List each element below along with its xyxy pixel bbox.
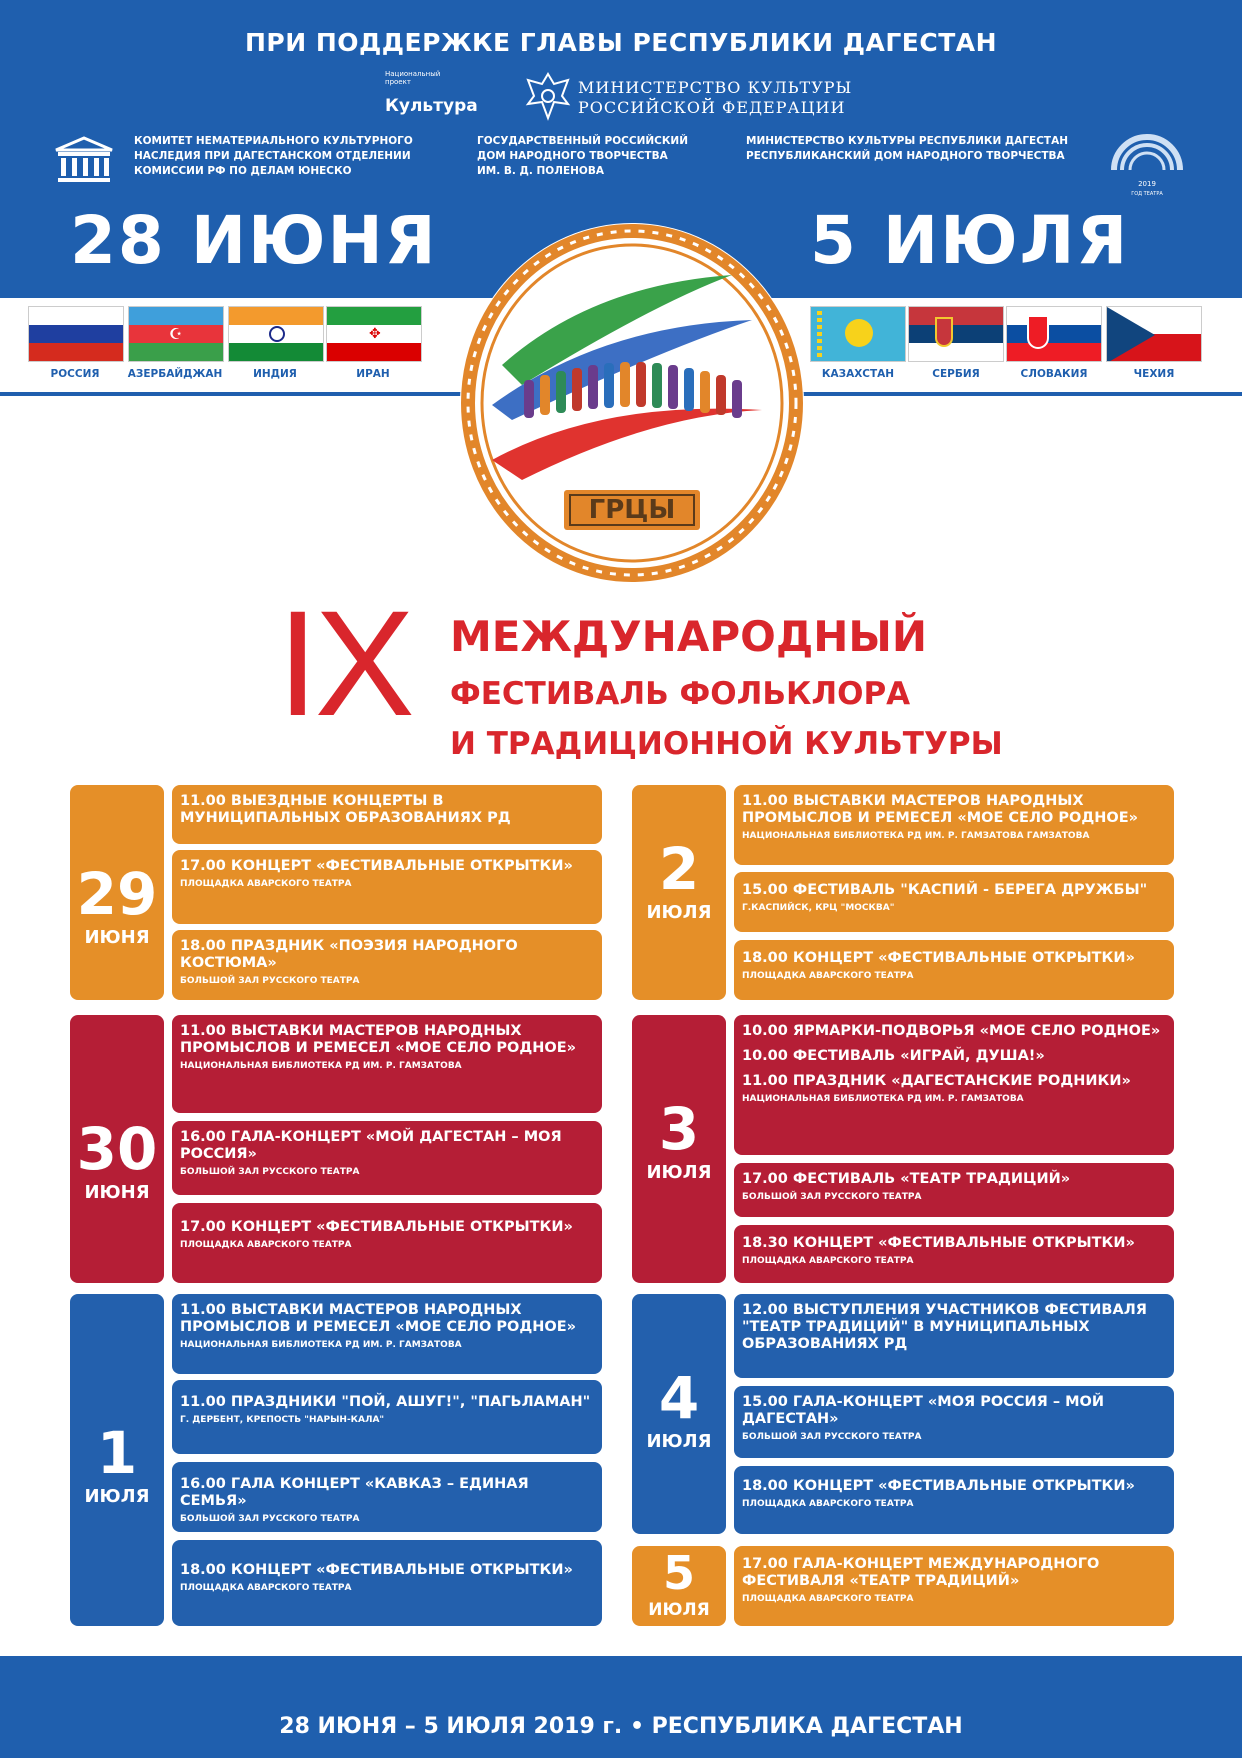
event-card bbox=[172, 850, 602, 924]
flag-label: РОССИЯ bbox=[50, 368, 100, 380]
event-venue: ПЛОЩАДКА АВАРСКОГО ТЕАТРА bbox=[180, 879, 352, 889]
organization-polenov-house bbox=[477, 134, 737, 179]
support-heading: ПРИ ПОДДЕРЖКЕ ГЛАВЫ РЕСПУБЛИКИ ДАГЕСТАН bbox=[244, 28, 998, 57]
event-title: 16.00 ГАЛА КОНЦЕРТ «КАВКАЗ – ЕДИНАЯ СЕМЬЯ» bbox=[180, 1476, 529, 1509]
day-number: 3 bbox=[658, 1095, 700, 1163]
org-line: ИМ. В. Д. ПОЛЕНОВА bbox=[477, 165, 604, 177]
event-venue: НАЦИОНАЛЬНАЯ БИБЛИОТЕКА РД ИМ. Р. ГАМЗАТОВА bbox=[180, 1340, 462, 1350]
svg-text:2019: 2019 bbox=[1138, 180, 1156, 188]
title-line-2: ФЕСТИВАЛЬ ФОЛЬКЛОРА bbox=[450, 676, 911, 712]
org-line: ДОМ НАРОДНОГО ТВОРЧЕСТВА bbox=[477, 150, 668, 162]
event-card bbox=[172, 1015, 602, 1113]
flag-label: ИРАН bbox=[356, 368, 390, 380]
event-card bbox=[172, 1540, 602, 1626]
event-card bbox=[734, 1294, 1174, 1378]
azerbaijan-flag-icon: ☪ bbox=[128, 306, 224, 362]
day-month: ИЮЛЯ bbox=[646, 1431, 712, 1452]
russia-flag-icon bbox=[28, 306, 124, 362]
event-card bbox=[734, 785, 1174, 865]
org-line: МИНИСТЕРСТВО КУЛЬТУРЫ РЕСПУБЛИКИ ДАГЕСТАН bbox=[746, 135, 1069, 147]
event-card-group bbox=[734, 1015, 1174, 1155]
event-title: 17.00 ФЕСТИВАЛЬ «ТЕАТР ТРАДИЦИЙ» bbox=[742, 1171, 1071, 1187]
ministry-line-1: МИНИСТЕРСТВО КУЛЬТУРЫ bbox=[578, 78, 853, 97]
title-line-3: И ТРАДИЦИОННОЙ КУЛЬТУРЫ bbox=[450, 726, 1003, 762]
day-number: 30 bbox=[76, 1115, 158, 1183]
ministry-logo-text bbox=[578, 78, 852, 118]
date-end: 5 ИЮЛЯ bbox=[810, 202, 1130, 279]
day-month: ИЮНЯ bbox=[84, 927, 150, 948]
date-start: 28 ИЮНЯ bbox=[70, 202, 438, 279]
flag-label: СЕРБИЯ bbox=[932, 368, 980, 380]
unesco-logo bbox=[52, 136, 116, 184]
day-number: 1 bbox=[96, 1419, 138, 1487]
day-month: ИЮЛЯ bbox=[646, 902, 712, 923]
footer-text: 28 ИЮНЯ – 5 ИЮЛЯ 2019 г. • РЕСПУБЛИКА ДАГЕСТАН bbox=[279, 1714, 963, 1739]
day-3-july bbox=[632, 1015, 726, 1283]
event-title: 18.00 ПРАЗДНИК «ПОЭЗИЯ НАРОДНОГО КОСТЮМА» bbox=[180, 938, 518, 971]
kazakhstan-flag-icon bbox=[810, 306, 906, 362]
day-1-july bbox=[70, 1294, 164, 1626]
event-title: 11.00 ВЫЕЗДНЫЕ КОНЦЕРТЫ В МУНИЦИПАЛЬНЫХ ОБРАЗОВАНИЯХ РД bbox=[180, 793, 511, 826]
event-title: 18.00 КОНЦЕРТ «ФЕСТИВАЛЬНЫЕ ОТКРЫТКИ» bbox=[742, 950, 1135, 966]
event-venue: НАЦИОНАЛЬНАЯ БИБЛИОТЕКА РД ИМ. Р. ГАМЗАТОВА bbox=[180, 1061, 462, 1071]
event-card bbox=[172, 1294, 602, 1374]
event-card bbox=[734, 940, 1174, 1000]
event-card bbox=[734, 1386, 1174, 1458]
day-month: ИЮЛЯ bbox=[84, 1486, 150, 1507]
emblem-name: ГРЦЫ bbox=[588, 495, 676, 525]
org-line: КОМИССИИ РФ ПО ДЕЛАМ ЮНЕСКО bbox=[134, 165, 352, 177]
footer-band bbox=[0, 1656, 1242, 1758]
day-number: 2 bbox=[658, 835, 700, 903]
eagle-emblem-icon bbox=[524, 70, 572, 122]
event-card bbox=[172, 1121, 602, 1195]
event-venue: БОЛЬШОЙ ЗАЛ РУССКОГО ТЕАТРА bbox=[742, 1192, 922, 1202]
organization-unesco-committee bbox=[134, 134, 454, 179]
event-venue: БОЛЬШОЙ ЗАЛ РУССКОГО ТЕАТРА bbox=[180, 1167, 360, 1177]
day-30-june bbox=[70, 1015, 164, 1283]
event-venue: НАЦИОНАЛЬНАЯ БИБЛИОТЕКА РД ИМ. Р. ГАМЗАТОВА bbox=[742, 1094, 1024, 1104]
event-card bbox=[172, 1462, 602, 1532]
event-venue: БОЛЬШОЙ ЗАЛ РУССКОГО ТЕАТРА bbox=[180, 976, 360, 986]
event-title: 12.00 ВЫСТУПЛЕНИЯ УЧАСТНИКОВ ФЕСТИВАЛЯ "ТЕАТР ТРАДИЦИЙ" В МУНИЦИПАЛЬНЫХ ОБРАЗОВАНИЯХ РД bbox=[742, 1302, 1147, 1352]
event-title: 15.00 ФЕСТИВАЛЬ "КАСПИЙ - БЕРЕГА ДРУЖБЫ" bbox=[742, 882, 1148, 898]
event-title: 10.00 ЯРМАРКИ-ПОДВОРЬЯ «МОЕ СЕЛО РОДНОЕ» bbox=[742, 1023, 1161, 1039]
event-venue: ПЛОЩАДКА АВАРСКОГО ТЕАТРА bbox=[742, 1499, 914, 1509]
event-card bbox=[734, 1546, 1174, 1626]
org-line: ГОСУДАРСТВЕННЫЙ РОССИЙСКИЙ bbox=[477, 135, 689, 147]
org-line: НАСЛЕДИЯ ПРИ ДАГЕСТАНСКОМ ОТДЕЛЕНИИ bbox=[134, 150, 411, 162]
theatre-year-logo bbox=[1108, 130, 1186, 200]
day-5-july bbox=[632, 1546, 726, 1626]
event-title: 10.00 ФЕСТИВАЛЬ «ИГРАЙ, ДУША!» bbox=[742, 1048, 1045, 1064]
flag-label: АЗЕРБАЙДЖАН bbox=[127, 368, 223, 380]
event-card bbox=[172, 1380, 602, 1454]
day-number: 5 bbox=[662, 1546, 695, 1600]
day-month: ИЮЛЯ bbox=[646, 1162, 712, 1183]
event-venue: ПЛОЩАДКА АВАРСКОГО ТЕАТРА bbox=[742, 1594, 914, 1604]
event-title: 16.00 ГАЛА-КОНЦЕРТ «МОЙ ДАГЕСТАН – МОЯ РОССИЯ» bbox=[180, 1129, 562, 1162]
event-title: 15.00 ГАЛА-КОНЦЕРТ «МОЯ РОССИЯ – МОЙ ДАГЕСТАН» bbox=[742, 1394, 1105, 1427]
event-title: 17.00 КОНЦЕРТ «ФЕСТИВАЛЬНЫЕ ОТКРЫТКИ» bbox=[180, 858, 573, 874]
event-card bbox=[734, 872, 1174, 932]
flag-label: КАЗАХСТАН bbox=[821, 368, 895, 380]
day-4-july bbox=[632, 1294, 726, 1534]
event-venue: Г. ДЕРБЕНТ, КРЕПОСТЬ "НАРЫН-КАЛА" bbox=[180, 1415, 385, 1425]
national-project-caption: Национальный проект bbox=[385, 70, 441, 86]
event-venue: ПЛОЩАДКА АВАРСКОГО ТЕАТРА bbox=[742, 971, 914, 981]
day-month: ИЮНЯ bbox=[84, 1182, 150, 1203]
flag-label: ЧЕХИЯ bbox=[1133, 368, 1175, 380]
day-29-june bbox=[70, 785, 164, 1000]
event-venue: БОЛЬШОЙ ЗАЛ РУССКОГО ТЕАТРА bbox=[180, 1514, 360, 1524]
event-card bbox=[172, 785, 602, 844]
event-title: 18.00 КОНЦЕРТ «ФЕСТИВАЛЬНЫЕ ОТКРЫТКИ» bbox=[742, 1478, 1135, 1494]
event-venue: ПЛОЩАДКА АВАРСКОГО ТЕАТРА bbox=[180, 1240, 352, 1250]
event-card bbox=[172, 1203, 602, 1283]
edition-numeral: IX bbox=[277, 579, 411, 747]
event-title: 17.00 ГАЛА-КОНЦЕРТ МЕЖДУНАРОДНОГО ФЕСТИВАЛЯ «ТЕАТР ТРАДИЦИЙ» bbox=[742, 1556, 1100, 1589]
event-title: 11.00 ВЫСТАВКИ МАСТЕРОВ НАРОДНЫХ ПРОМЫСЛОВ И РЕМЕСЕЛ «МОЕ СЕЛО РОДНОЕ» bbox=[180, 1302, 576, 1335]
title-line-1: МЕЖДУНАРОДНЫЙ bbox=[450, 612, 928, 661]
ministry-line-2: РОССИЙСКОЙ ФЕДЕРАЦИИ bbox=[578, 98, 846, 117]
event-card bbox=[734, 1466, 1174, 1534]
event-venue: ПЛОЩАДКА АВАРСКОГО ТЕАТРА bbox=[742, 1256, 914, 1266]
event-card bbox=[172, 930, 602, 1000]
event-title: 18.30 КОНЦЕРТ «ФЕСТИВАЛЬНЫЕ ОТКРЫТКИ» bbox=[742, 1235, 1135, 1251]
event-card bbox=[734, 1225, 1174, 1283]
event-title: 11.00 ПРАЗДНИКИ "ПОЙ, АШУГ!", "ПАГЬЛАМАН" bbox=[180, 1394, 591, 1410]
serbia-flag-icon bbox=[908, 306, 1004, 362]
svg-text:ГОД ТЕАТРА: ГОД ТЕАТРА bbox=[1131, 191, 1163, 197]
event-title: 18.00 КОНЦЕРТ «ФЕСТИВАЛЬНЫЕ ОТКРЫТКИ» bbox=[180, 1562, 573, 1578]
festival-emblem bbox=[452, 205, 812, 590]
organization-dagestan-ministry bbox=[746, 134, 1106, 164]
india-flag-icon bbox=[228, 306, 324, 362]
event-title: 11.00 ВЫСТАВКИ МАСТЕРОВ НАРОДНЫХ ПРОМЫСЛОВ И РЕМЕСЕЛ «МОЕ СЕЛО РОДНОЕ» bbox=[180, 1023, 576, 1056]
day-number: 29 bbox=[76, 860, 158, 928]
org-line: РЕСПУБЛИКАНСКИЙ ДОМ НАРОДНОГО ТВОРЧЕСТВА bbox=[746, 150, 1065, 162]
national-project-logo: Культура bbox=[385, 96, 478, 116]
event-venue: Г.КАСПИЙСК, КРЦ "МОСКВА" bbox=[742, 903, 895, 913]
event-title: 11.00 ВЫСТАВКИ МАСТЕРОВ НАРОДНЫХ ПРОМЫСЛОВ И РЕМЕСЕЛ «МОЕ СЕЛО РОДНОЕ» bbox=[742, 793, 1138, 826]
czechia-flag-icon bbox=[1106, 306, 1202, 362]
day-2-july bbox=[632, 785, 726, 1000]
org-line: КОМИТЕТ НЕМАТЕРИАЛЬНОГО КУЛЬТУРНОГО bbox=[134, 135, 413, 147]
event-venue: БОЛЬШОЙ ЗАЛ РУССКОГО ТЕАТРА bbox=[742, 1432, 922, 1442]
flag-label: СЛОВАКИЯ bbox=[1020, 368, 1088, 380]
event-venue: НАЦИОНАЛЬНАЯ БИБЛИОТЕКА РД ИМ. Р. ГАМЗАТОВА ГАМЗАТОВА bbox=[742, 831, 1090, 841]
day-month: ИЮЛЯ bbox=[648, 1600, 710, 1620]
flag-label: ИНДИЯ bbox=[253, 368, 297, 380]
event-venue: ПЛОЩАДКА АВАРСКОГО ТЕАТРА bbox=[180, 1583, 352, 1593]
event-card bbox=[734, 1163, 1174, 1217]
event-title: 11.00 ПРАЗДНИК «ДАГЕСТАНСКИЕ РОДНИКИ» bbox=[742, 1073, 1131, 1089]
iran-flag-icon: ✥ bbox=[326, 306, 422, 362]
slovakia-flag-icon bbox=[1006, 306, 1102, 362]
event-title: 17.00 КОНЦЕРТ «ФЕСТИВАЛЬНЫЕ ОТКРЫТКИ» bbox=[180, 1219, 573, 1235]
day-number: 4 bbox=[658, 1364, 700, 1432]
